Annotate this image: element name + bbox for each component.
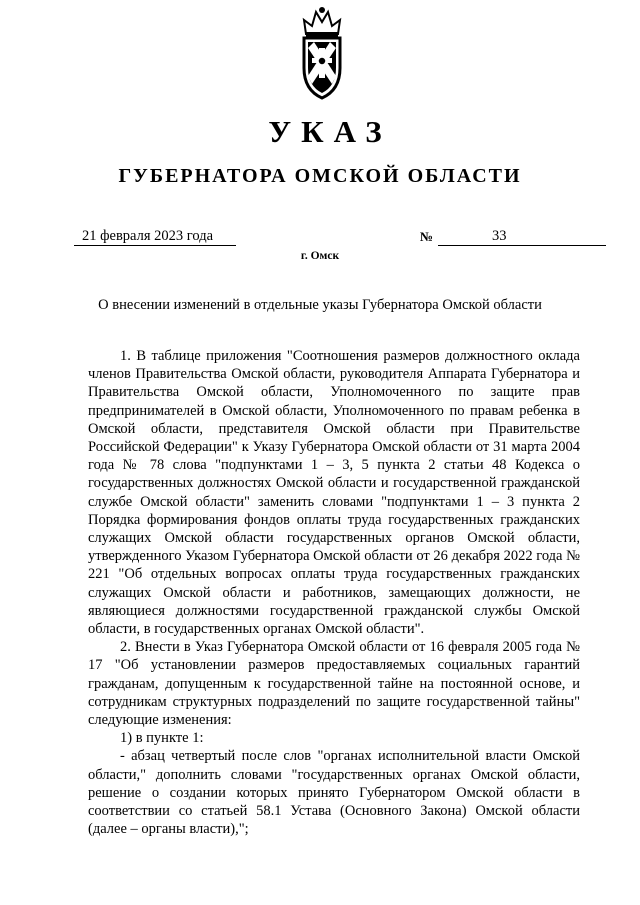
date-field xyxy=(74,228,236,246)
paragraph-2-item-1-clause: - абзац четвертый после слов "органах исполнительной власти Омской области," дополнить словами "государственных органах Омской области, решение о создании которых принято Губернатором Омской области в соответствии со статьей 58.1 Устава (Основного Закона) Омской области (далее – органы власти),"; xyxy=(88,748,580,838)
document-subject: О внесении изменений в отдельные указы Губернатора Омской области xyxy=(98,297,542,313)
omsk-coat-of-arms-icon xyxy=(296,4,348,100)
number-value: 33 xyxy=(492,228,507,244)
number-field xyxy=(438,228,606,246)
date-value: 21 февраля 2023 года xyxy=(82,228,214,244)
paragraph-1: 1. В таблице приложения "Соотношения размеров должностного оклада членов Правительства Омской области, руководителя Аппарата Губернатора и Правительства Омской области, Уполномоченного по защите прав предпринимателей в Омской области, Уполномоченного по правам ребенка в Омской области, представителя Омской области при Правительстве Российской Федерации" к Указу Губернатора Омской области от 31 марта 2004 года № 78 слова "подпунктами 1 – 3, 5 пункта 2 статьи 48 Кодекса о государственных должностях Омской области и государственной гражданской службе Омской области" заменить словами "подпунктами 1 – 3 пункта 2 Порядка формирования фондов оплаты труда государственных гражданских служащих Омской области государственных органов Омской области, утвержденного Указом Губернатора Омской области от 26 декабря 2022 года № 221 "Об отдельных вопросах оплаты труда государственных гражданских служащих Омской области и работников, замещающих должности, не являющиеся должностями государственной гражданской службы Омской области, в государственных органах Омской области". xyxy=(88,348,580,638)
number-label: № xyxy=(420,229,434,244)
city-label: г. Омск xyxy=(300,250,340,262)
paragraph-2: 2. Внести в Указ Губернатора Омской области от 16 февраля 2005 года № 17 "Об установлении размеров предоставляемых социальных гарантий гражданам, допущенным к государственной тайне на постоянной основе, и сотрудникам структурных подразделений по защите государственной тайны" следующие изменения: xyxy=(88,639,580,729)
paragraph-2-item-1: 1) в пункте 1: xyxy=(120,730,204,747)
document-body xyxy=(88,347,580,838)
document-issuer: ГУБЕРНАТОРА ОМСКОЙ ОБЛАСТИ xyxy=(118,165,522,187)
document-title: УКАЗ xyxy=(268,114,392,149)
